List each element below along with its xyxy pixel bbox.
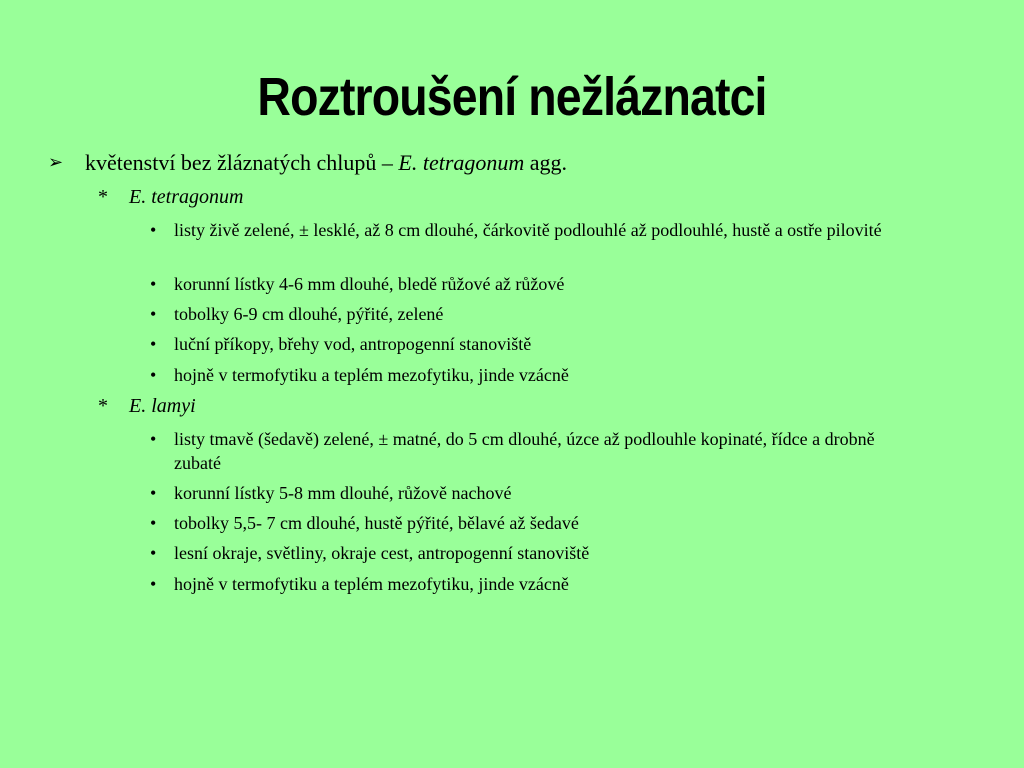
- dot-bullet-icon: •: [150, 334, 157, 354]
- dot-bullet-icon: •: [150, 274, 157, 294]
- dot-bullet-icon: •: [150, 543, 157, 563]
- list-item-text: tobolky 6-9 cm dlouhé, pýřité, zelené: [174, 304, 444, 324]
- arrow-bullet-icon: ➢: [48, 152, 64, 173]
- list-item: [150, 363, 910, 387]
- list-item: [150, 272, 910, 296]
- list-item-text: hojně v termofytiku a teplém mezofytiku, jinde vzácně: [174, 365, 569, 385]
- list-item: [150, 302, 910, 326]
- list-item-text: korunní lístky 5-8 mm dlouhé, růžově nachové: [174, 483, 512, 503]
- dot-bullet-icon: •: [150, 513, 157, 533]
- dot-bullet-icon: •: [150, 304, 157, 324]
- dot-bullet-icon: •: [150, 429, 157, 449]
- main-point-text-before: květenství bez žláznatých chlupů –: [85, 150, 399, 175]
- slide-title: Roztroušení nežláznatci: [257, 67, 767, 127]
- list-item-text: luční příkopy, břehy vod, antropogenní stanoviště: [174, 334, 532, 354]
- list-item-text: korunní lístky 4-6 mm dlouhé, bledě růžové až růžové: [174, 274, 565, 294]
- asterisk-bullet-icon: *: [98, 186, 108, 208]
- list-item-text: listy tmavě (šedavě) zelené, ± matné, do 5 cm dlouhé, úzce až podlouhle kopinaté, řídce a drobně zubaté: [174, 429, 875, 473]
- list-item: [150, 572, 910, 596]
- main-point-text-after: agg.: [524, 150, 568, 175]
- dot-bullet-icon: •: [150, 365, 157, 385]
- dot-bullet-icon: •: [150, 574, 157, 594]
- list-item: [150, 218, 910, 242]
- main-point-text: [85, 148, 567, 178]
- list-item-text: hojně v termofytiku a teplém mezofytiku, jinde vzácně: [174, 574, 569, 594]
- species-name: E. lamyi: [129, 395, 196, 417]
- list-item: [150, 481, 910, 505]
- species-name: E. tetragonum: [129, 186, 244, 208]
- list-item: [150, 427, 910, 475]
- main-point-species: E. tetragonum: [398, 150, 525, 175]
- list-item: [150, 332, 910, 356]
- asterisk-bullet-icon: *: [98, 395, 108, 417]
- list-item-text: listy živě zelené, ± lesklé, až 8 cm dlouhé, čárkovitě podlouhlé až podlouhlé, hustě a ostře pilovité: [174, 220, 882, 240]
- list-item-text: tobolky 5,5- 7 cm dlouhé, hustě pýřité, bělavé až šedavé: [174, 513, 579, 533]
- list-item: [150, 541, 910, 565]
- list-item: [150, 511, 910, 535]
- list-item-text: lesní okraje, světliny, okraje cest, antropogenní stanoviště: [174, 543, 590, 563]
- dot-bullet-icon: •: [150, 220, 157, 240]
- dot-bullet-icon: •: [150, 483, 157, 503]
